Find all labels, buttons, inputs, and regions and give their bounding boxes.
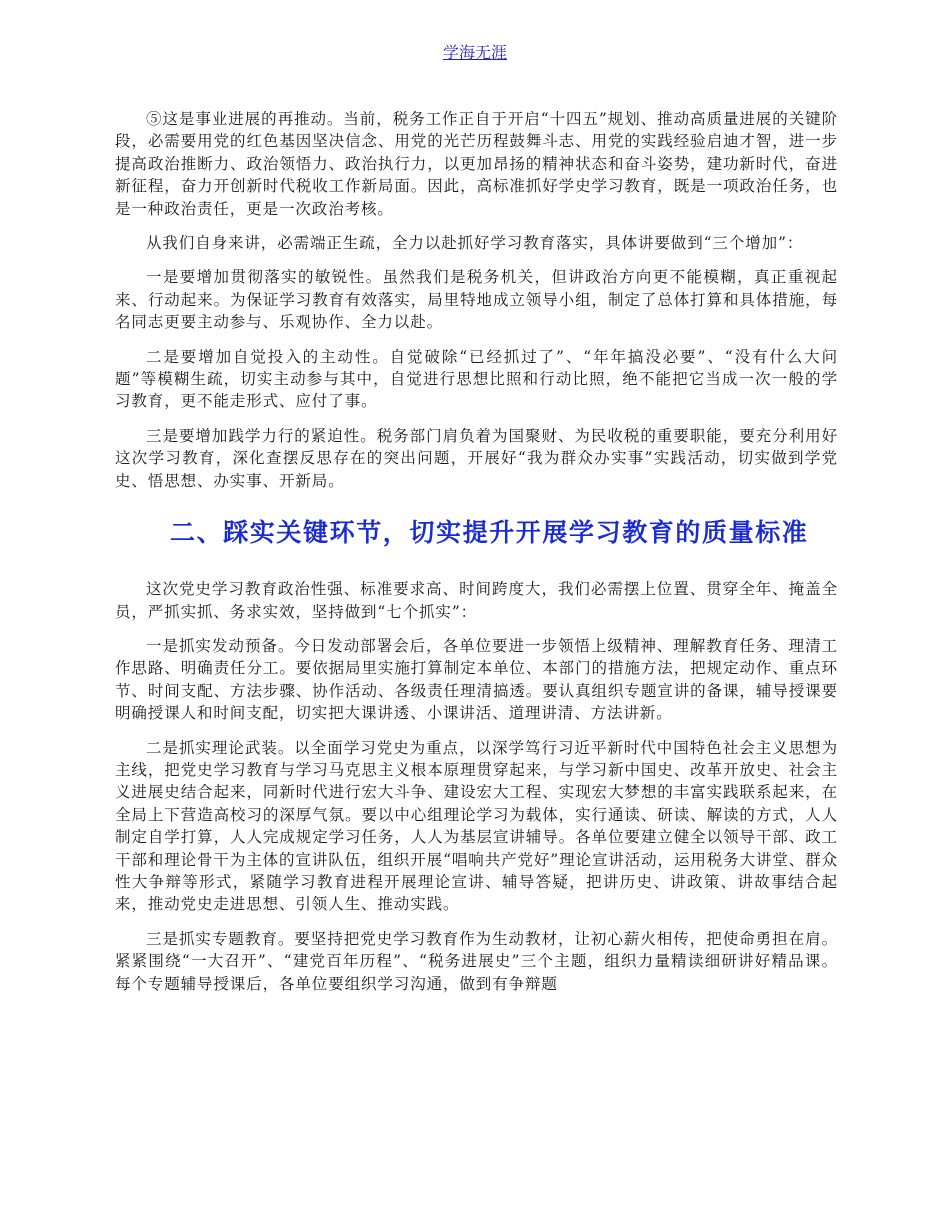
paragraph-promotion: ⑤这是事业进展的再推动。当前，税务工作正自于开启“十四五”规划、推动高质量进展的关键阶段，必需要用党的红色基因坚决信念、用党的光芒历程鼓舞斗志、用党的实践经验启迪才智，进一步提高政治推断力、政治领悟力、政治执行力，以更加昂扬的精神状态和奋斗姿势，建功新时代，奋进新征程，奋力开创新时代税收工作新局面。因此，高标准抓好学史学习教育，既是一项政治任务，也是一种政治责任，更是一次政治考核。 (115, 110, 838, 218)
document-body (115, 108, 838, 1007)
paragraph-seven-implementations-intro: 这次党史学习教育政治性强、标准要求高、时间跨度大，我们必需摆上位置、贯穿全年、掩盖全员，严抓实抓、务求实效，坚持做到“七个抓实”： (115, 580, 838, 621)
paragraph-mobilization-preparation: 一是抓实发动预备。今日发动部署会后，各单位要进一步领悟上级精神、理解教育任务、理清工作思路、明确责任分工。要依据局里实施打算制定本单位、本部门的措施方法，把规定动作、重点环节、时间支配、方法步骤、协作活动、各级责任理清搞透。要认真组织专题宣讲的备课，辅导授课要明确授课人和时间支配，切实把大课讲透、小课讲活、道理讲清、方法讲新。 (115, 636, 838, 723)
paragraph-increase-initiative: 二是要增加自觉投入的主动性。自觉破除“已经抓过了”、“年年搞没必要”、“没有什么大问题”等模糊生疏，切实主动参与其中，自觉进行思想比照和行动比照，绝不能把它当成一次一般的学习教育，更不能走形式、应付了事。 (115, 347, 838, 411)
paragraph-special-education: 三是抓实专题教育。要坚持把党史学习教育作为生动教材，让初心薪火相传，把使命勇担在肩。紧紧围绕“一大召开”、“建党百年历程”、“税务进展史”三个主题，组织力量精读细研讲好精品课。每个专题辅导授课后，各单位要组织学习沟通，做到有争辩题 (115, 929, 838, 993)
paragraph-theoretical-armament: 二是抓实理论武装。以全面学习党史为重点，以深学笃行习近平新时代中国特色社会主义思想为主线，把党史学习教育与学习马克思主义根本原理贯穿起来，与学习新中国史、改革开放史、社会主义进展史结合起来，同新时代进行宏大斗争、建设宏大工程、实现宏大梦想的丰富实践联系起来，在全局上下营造高校习的深厚气氛。要以中心组理论学习为载体，实行通读、研读、解读的方式，人人制定自学打算，人人完成规定学习任务，人人为基层宣讲辅导。各单位要建立健全以领导干部、政工干部和理论骨干为主体的宣讲队伍，组织开展“唱响共产党好”理论宣讲活动，运用税务大讲堂、群众性大争辩等形式，紧随学习教育进程开展理论宣讲、辅导答疑，把讲历史、讲政策、讲故事结合起来，推动党史走进思想、引领人生、推动实践。 (115, 738, 838, 914)
paragraph-three-increases-intro: 从我们自身来讲，必需端正生疏，全力以赴抓好学习教育落实，具体讲要做到“三个增加”： (146, 234, 804, 253)
paragraph-increase-sensitivity: 一是要增加贯彻落实的敏锐性。虽然我们是税务机关，但讲政治方向更不能模糊，真正重视起来、行动起来。为保证学习教育有效落实，局里特地成立领导小组，制定了总体打算和具体措施，每名同志更要主动参与、乐观协作、全力以赴。 (115, 268, 838, 332)
header-link[interactable]: 学海无涯 (442, 43, 507, 62)
paragraph-increase-urgency: 三是要增加践学力行的紧迫性。税务部门肩负着为国聚财、为民收税的重要职能，要充分利用好这次学习教育，深化查摆反思存在的突出问题，开展好“我为群众办实事”实践活动，切实做到学党史、悟思想、办实事、开新局。 (115, 426, 838, 490)
section-heading-two: 二、踩实关键环节，切实提升开展学习教育的质量标准 (170, 518, 809, 548)
